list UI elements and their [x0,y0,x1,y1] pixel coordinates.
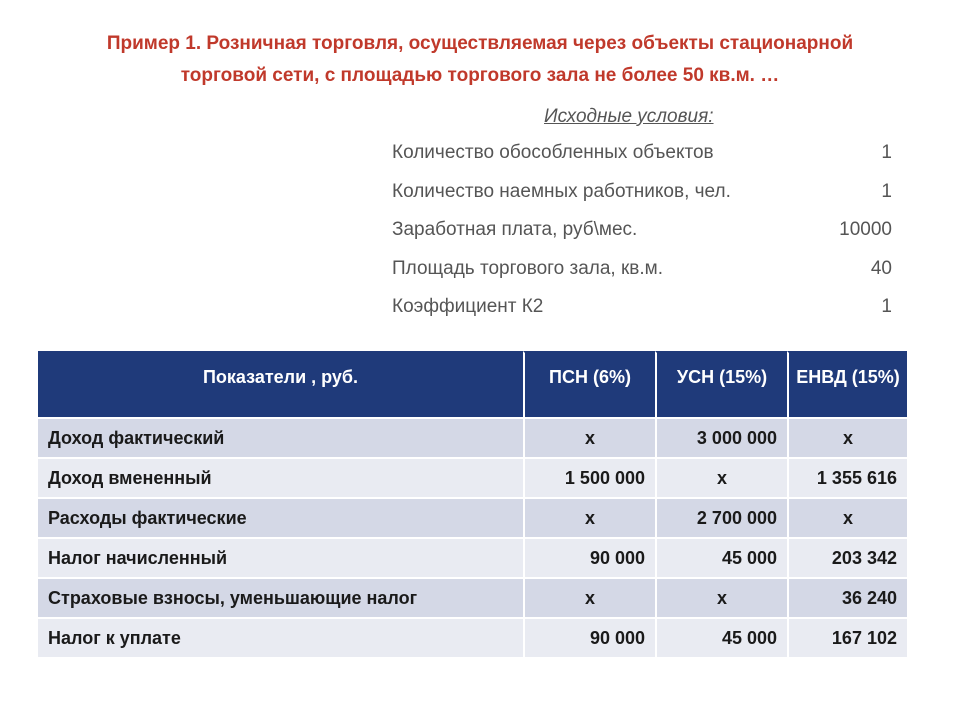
conditions-heading: Исходные условия: [544,106,714,127]
table-row [38,497,907,537]
condition-value: 1 [881,142,892,163]
cell-usn: х [655,457,787,497]
cell-envd: 167 102 [787,617,907,657]
cell-usn: 45 000 [655,537,787,577]
condition-value: 1 [881,296,892,317]
condition-row [392,134,892,173]
cell-envd: 36 240 [787,577,907,617]
condition-value: 1 [881,180,892,202]
row-label: Страховые взносы, уменьшающие налог [38,577,523,617]
condition-value: 40 [870,257,892,279]
row-label: Налог к уплате [38,617,523,657]
condition-label: Коэффициент К2 [392,296,544,317]
cell-psn: х [523,577,655,617]
table-header-row [38,351,907,417]
header-psn: ПСН (6%) [523,351,655,417]
cell-usn: 3 000 000 [655,417,787,457]
cell-psn: х [523,497,655,537]
cell-usn: 2 700 000 [655,497,787,537]
cell-usn: 45 000 [655,617,787,657]
table-row [38,617,907,657]
cell-envd: х [787,497,907,537]
condition-row [392,173,892,212]
title-line-2: торговой сети, с площадью торгового зала не более 50 кв.м. … [180,65,780,86]
table-row [38,457,907,497]
condition-label: Площадь торгового зала, кв.м. [392,257,664,279]
cell-usn: х [655,577,787,617]
table-row [38,537,907,577]
header-envd: ЕНВД (15%) [787,351,907,417]
condition-row [392,288,892,327]
initial-conditions [392,100,892,327]
cell-psn: 90 000 [523,617,655,657]
table-row [38,577,907,617]
condition-row [392,211,892,250]
row-label: Доход вмененный [38,457,523,497]
cell-envd: х [787,417,907,457]
slide-title [40,28,920,92]
condition-label: Количество обособленных объектов [392,142,714,163]
condition-label: Заработная плата, руб\мес. [392,219,638,240]
row-label: Доход фактический [38,417,523,457]
cell-psn: 1 500 000 [523,457,655,497]
row-label: Налог начисленный [38,537,523,577]
cell-envd: 1 355 616 [787,457,907,497]
cell-psn: х [523,417,655,457]
table-row [38,417,907,457]
cell-psn: 90 000 [523,537,655,577]
condition-label: Количество наемных работников, чел. [392,180,731,202]
cell-envd: 203 342 [787,537,907,577]
row-label: Расходы фактические [38,497,523,537]
title-line-1: Пример 1. Розничная торговля, осуществляемая через объекты стационарной [106,33,854,54]
tax-comparison-table [38,351,907,657]
condition-value: 10000 [839,219,892,240]
header-indicators: Показатели , руб. [38,351,523,417]
header-usn: УСН (15%) [655,351,787,417]
condition-row [392,250,892,289]
